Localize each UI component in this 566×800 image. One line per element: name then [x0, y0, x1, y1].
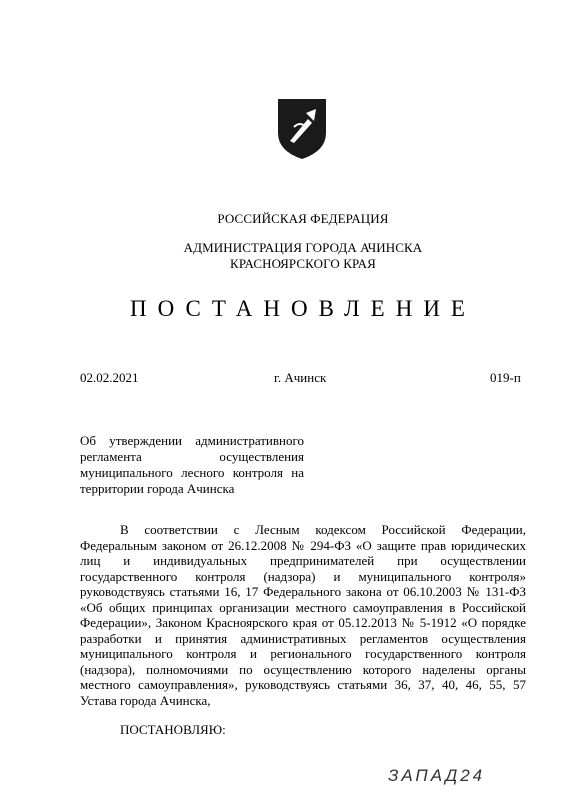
country-heading: РОССИЙСКАЯ ФЕДЕРАЦИЯ [217, 211, 389, 226]
decree-word: ПОСТАНОВЛЯЮ: [120, 722, 226, 737]
document-number: 019-п [490, 370, 521, 385]
zapad24-watermark-logo [388, 765, 538, 785]
document-type-title: ПОСТАНОВЛЕНИЕ [130, 296, 476, 321]
administration-heading-line2: КРАСНОЯРСКОГО КРАЯ [230, 256, 376, 271]
document-subject: Об утверждении административного регламента осуществления муниципального лесного контроля на территории города Ачинска [80, 433, 304, 496]
document-body-paragraph: В соответствии с Лесным кодексом Российской Федерации, Федеральным законом от 26.12.2008 № 294-ФЗ «О защите прав юридических лиц и индивидуальных предпринимателей при осуществлении государственного контроля (надзора) и муниципального контроля» руководствуясь статьями 16, 17 Федерального закона от 06.10.2003 № 131-ФЗ «Об общих принципах организации местного самоуправления в Российской Федерации», Законом Красноярского края от 05.12.2013 № 5-1912 «О порядке разработки и принятия административных регламентов осуществления муниципального контроля и регионального государственного контроля (надзора), полномочиями по осуществлению которого наделены органы местного самоуправления», руководствуясь статьями 36, 37, 40, 46, 55, 57 Устава города Ачинска, [80, 522, 526, 708]
document-city: г. Ачинск [274, 370, 327, 385]
city-coat-of-arms-icon [276, 97, 328, 161]
watermark-text: ЗАПАД24 [388, 766, 486, 785]
administration-heading-line1: АДМИНИСТРАЦИЯ ГОРОДА АЧИНСКА [183, 240, 423, 255]
document-date: 02.02.2021 [80, 370, 139, 385]
